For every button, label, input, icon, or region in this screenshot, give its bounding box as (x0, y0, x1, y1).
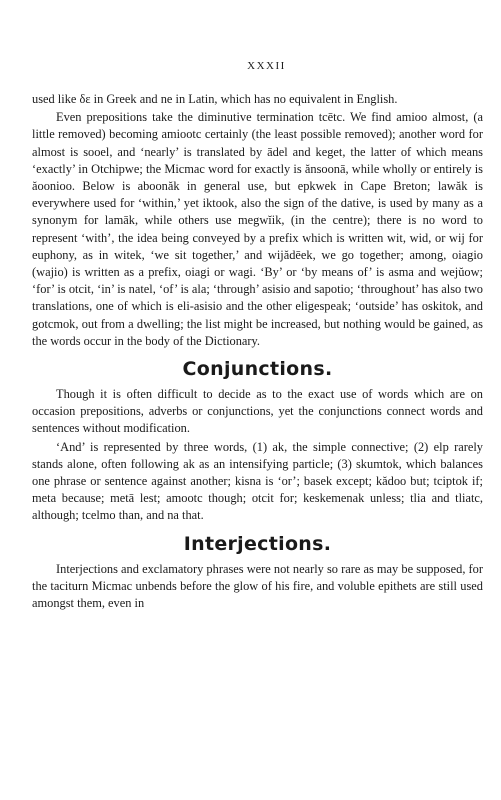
heading-interjections: Interjections. (183, 532, 332, 555)
paragraph-conjunctions-intro: Though it is often difficult to decide as to the exact use of words which are on occasion prepositions, adverbs or conjunctions, yet the conjunctions connect words and sentences without modification. (32, 387, 483, 436)
page-number: XXXII (247, 60, 286, 72)
paragraph-english-end: used like δε in Greek and ne in Latin, which has no equivalent in English. (32, 92, 398, 106)
heading-conjunctions: Conjunctions. (182, 358, 333, 381)
paragraph-prepositions: Even prepositions take the diminutive termination tcētc. We find amioo almost, (a little removed) becoming amiootc certainly (the least possible removed); another word for almost is sooel, and ‘nearly’ is translated by ādel and keget, the latter of which means ‘exactly’ in Otchipwe; the Micmac word for exactly is ănsoonā, while wholly or entirely is ăoonioo. Below is aboonăk in general use, but epkwek in Cape Breton; lawăk is everywhere used for ‘within,’ yet iktook, also the sign of the dative, is used by many as a synonym for lamāk, while others use megwĭik, (in the centre); there is no word to represent ‘with’, the idea being conveyed by a prefix which is written wit, wid, or wij for euphony, as in witek, ‘we sit together,’ and wijădēek, we go together; among, oiagio (wajio) is written as a prefix, oiagi or wagi. ‘By’ or ‘by means of’ is asma and wejŭow; ‘for’ is otcit, ‘in’ is natel, ‘of’ is ala; ‘through’ asisio and sapotio; ‘throughout’ has also two translations, one of which is eli-asisio and the other eligespeak; ‘outside’ has oskitok, and gotcmok, out from a dwelling; the list might be increased, but nothing would be gained, as the words occur in the body of the Dictionary. (32, 110, 483, 348)
paragraph-conjunctions-list: ‘And’ is represented by three words, (1) ak, the simple connective; (2) elp rarely stands alone, often following ak as an intensifying particle; (3) skumtok, which balances one phrase or sentence against another; kisna is ‘or’; basek except; kădoo but; tciptok if; meta because; metā lest; amootc though; otcit for; keskemenak unless; tlia and tliatc, although; tcelmo than, and na that. (32, 439, 483, 523)
paragraph-interjections: Interjections and exclamatory phrases were not nearly so rare as may be supposed, for the taciturn Micmac unbends before the glow of his fire, and voluble epithets are still used amongst them, even in (32, 561, 483, 611)
